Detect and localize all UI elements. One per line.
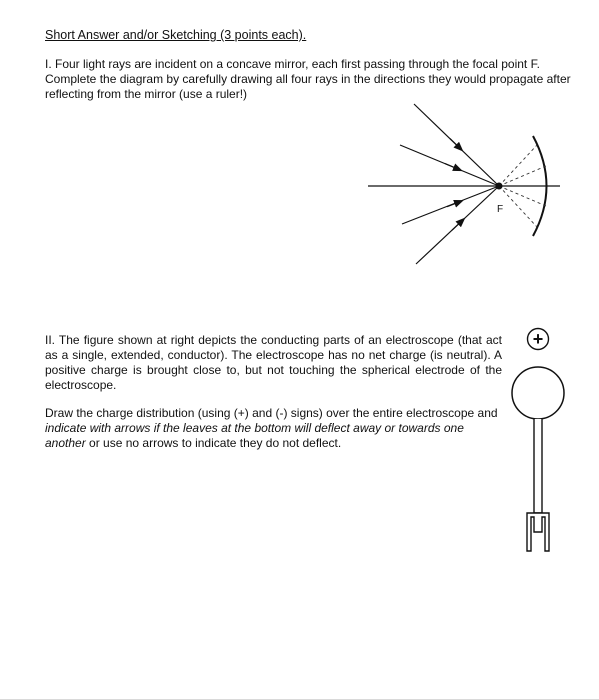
question-2-paragraph-2-italic: indicate with arrows if the leaves at the bottom will deflect away or towards one another [45,421,464,450]
ray-arrows [445,139,464,231]
electroscope-diagram [512,329,564,552]
question-1-text: I. Four light rays are incident on a concave mirror, each first passing through the focal point F. Complete the diagram by carefully drawing all four rays in the directions they would propagate after reflecting from the mirror (use a ruler!) [45,57,571,101]
electroscope-sphere [512,367,564,419]
question-2-paragraph-2-end: or use no arrows to indicate they do not deflect. [85,436,342,450]
incident-rays [400,104,499,264]
electroscope-leaves [527,513,549,551]
focal-point [496,183,503,190]
section-heading: Short Answer and/or Sketching (3 points each). [45,28,307,42]
ray-arrow-1 [450,139,462,151]
ray-arrow-2 [445,164,461,171]
mirror-diagram [368,104,560,264]
ray-arrow-4 [452,219,464,230]
electroscope-rod [534,419,542,513]
ray-arrow-3 [447,201,462,207]
question-2-paragraph-1: II. The figure shown at right depicts the conducting parts of an electroscope (that act as a single, extended, conductor). The electroscope has no net charge (is neutral). A positive charge is brought close to, but not touching the spherical electrode of the electroscope. [45,333,502,392]
positive-charge-symbol: + [532,329,544,349]
focal-point-label: F [497,204,504,215]
question-2-paragraph-2-start: Draw the charge distribution (using (+) and (-) signs) over the entire electroscope and [45,406,498,420]
question-2-paragraph-2 [45,406,502,451]
positive-charge [528,329,549,350]
